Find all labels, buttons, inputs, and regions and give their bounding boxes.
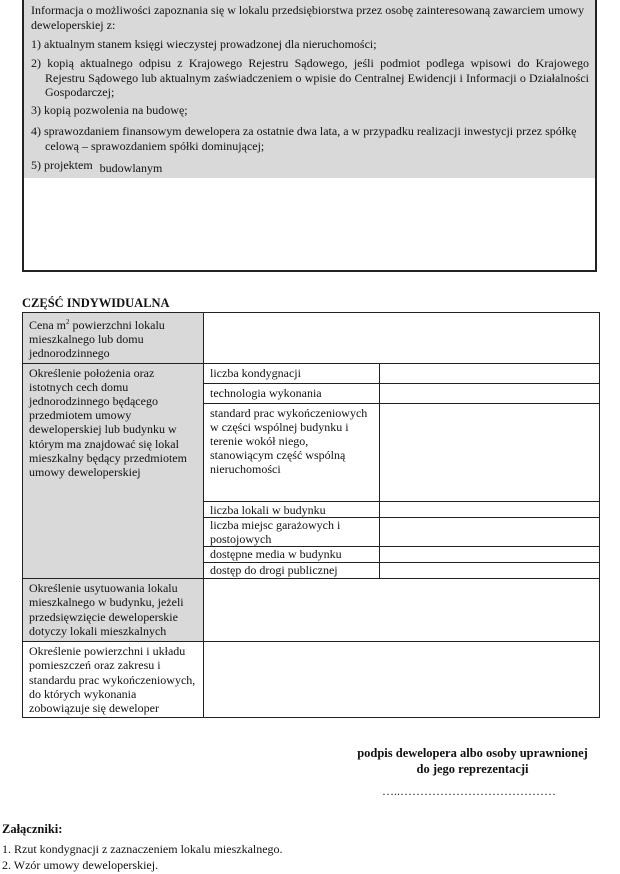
placement-label: Określenie usytuowania lokalu mieszkalnego w budynku, jeżeli przedsięwzięcie deweloperskie dotyczy lokali mieszkalnych [29, 581, 184, 638]
placement-value-cell[interactable] [204, 579, 600, 642]
units-label-cell [204, 501, 380, 517]
info-intro: Informacja o możliwości zapoznania się w lokalu przedsiębiorstwa przez osobę zainteresowaną zawarciem umowy deweloperskiej z: [31, 3, 585, 32]
road-value-cell[interactable] [380, 563, 600, 579]
area-label-cell [23, 642, 204, 718]
standard-label-cell [204, 403, 380, 501]
placement-label-cell [23, 579, 204, 642]
signature-line-2: do jego reprezentacji [416, 762, 529, 776]
area-label: Określenie powierzchni i układu pomieszczeń oraz zakresu i standardu prac wykończeniowych, do których wykonania zobowiązuje się deweloper [29, 644, 196, 716]
storeys-label-cell [204, 363, 380, 383]
media-label-cell [204, 547, 380, 563]
info-item-5-suffix: budowlanym [99, 161, 163, 175]
garages-value-cell[interactable] [380, 517, 600, 546]
price-label-sup: 2 [66, 318, 70, 326]
info-item-4: 4) sprawozdaniem finansowym dewelopera za ostatnie dwa lata, a w przypadku realizacji inwestycji przez spółkę celową – sprawozdaniem spółki dominującej; [31, 124, 577, 153]
info-item-5 [31, 158, 589, 173]
attachment-item-1: 1. Rzut kondygnacji z zaznaczeniem lokalu mieszkalnego. [2, 842, 283, 856]
attachment-item-2: 2. Wzór umowy deweloperskiej. [2, 858, 159, 872]
road-label-cell [204, 563, 380, 579]
location-label-cell [23, 363, 204, 579]
standard-label: standard prac wykończeniowych w części wspólnej budynku i terenie wokół niego, stanowiącym część wspólną nieruchomości [210, 405, 368, 477]
individual-part-table [22, 312, 600, 718]
technology-label-cell [204, 383, 380, 403]
media-label: dostępne media w budynku [210, 547, 342, 562]
signature-dots: …..………………………………… [382, 784, 556, 798]
road-label: dostęp do drogi publicznej [210, 563, 338, 578]
section-title: CZĘŚĆ INDYWIDUALNA [22, 296, 170, 310]
technology-label: technologia wykonania [210, 385, 322, 400]
media-value-cell[interactable] [380, 547, 600, 563]
garages-label-cell [204, 517, 380, 546]
technology-value-cell[interactable] [380, 383, 600, 403]
info-item-3: 3) kopią pozwolenia na budowę; [31, 103, 188, 117]
info-item-5-label: 5) projektem [31, 158, 93, 172]
units-label: liczba lokali w budynku [210, 502, 326, 517]
price-label-cell [23, 313, 204, 364]
garages-label: liczba miejsc garażowych i postojowych [210, 517, 341, 547]
units-value-cell[interactable] [380, 501, 600, 517]
info-item-2: 2) kopią aktualnego odpisu z Krajowego Rejestru Sądowego, jeśli podmiot podlega wpisowi do Krajowego Rejestru Sądowego lub aktualnym zaświadczeniem o wpisie do Centralnej Ewidencji i Informacji o Działalności Gospodarczej; [31, 56, 589, 99]
standard-value-cell[interactable] [380, 403, 600, 501]
price-value-cell[interactable] [204, 313, 600, 364]
location-label: Określenie położenia oraz istotnych cech domu jednorodzinnego będącego przedmiotem umowy deweloperskiej lub budynku w którym ma znajdować się lokal mieszkalny będący przedmiotem umowy deweloperskiej [29, 365, 187, 480]
storeys-label: liczba kondygnacji [210, 365, 301, 380]
info-item-1: 1) aktualnym stanem księgi wieczystej prowadzonej dla nieruchomości; [31, 37, 377, 51]
area-value-cell[interactable] [204, 642, 600, 718]
storeys-value-cell[interactable] [380, 363, 600, 383]
info-box [22, 0, 597, 272]
price-label-rest: powierzchni lokalu mieszkalnego lub domu jednorodzinnego [29, 318, 165, 361]
price-label-prefix: Cena m [29, 318, 66, 332]
attachments-title: Załączniki: [2, 822, 63, 836]
signature-line-1: podpis dewelopera albo osoby uprawnionej [357, 746, 588, 760]
